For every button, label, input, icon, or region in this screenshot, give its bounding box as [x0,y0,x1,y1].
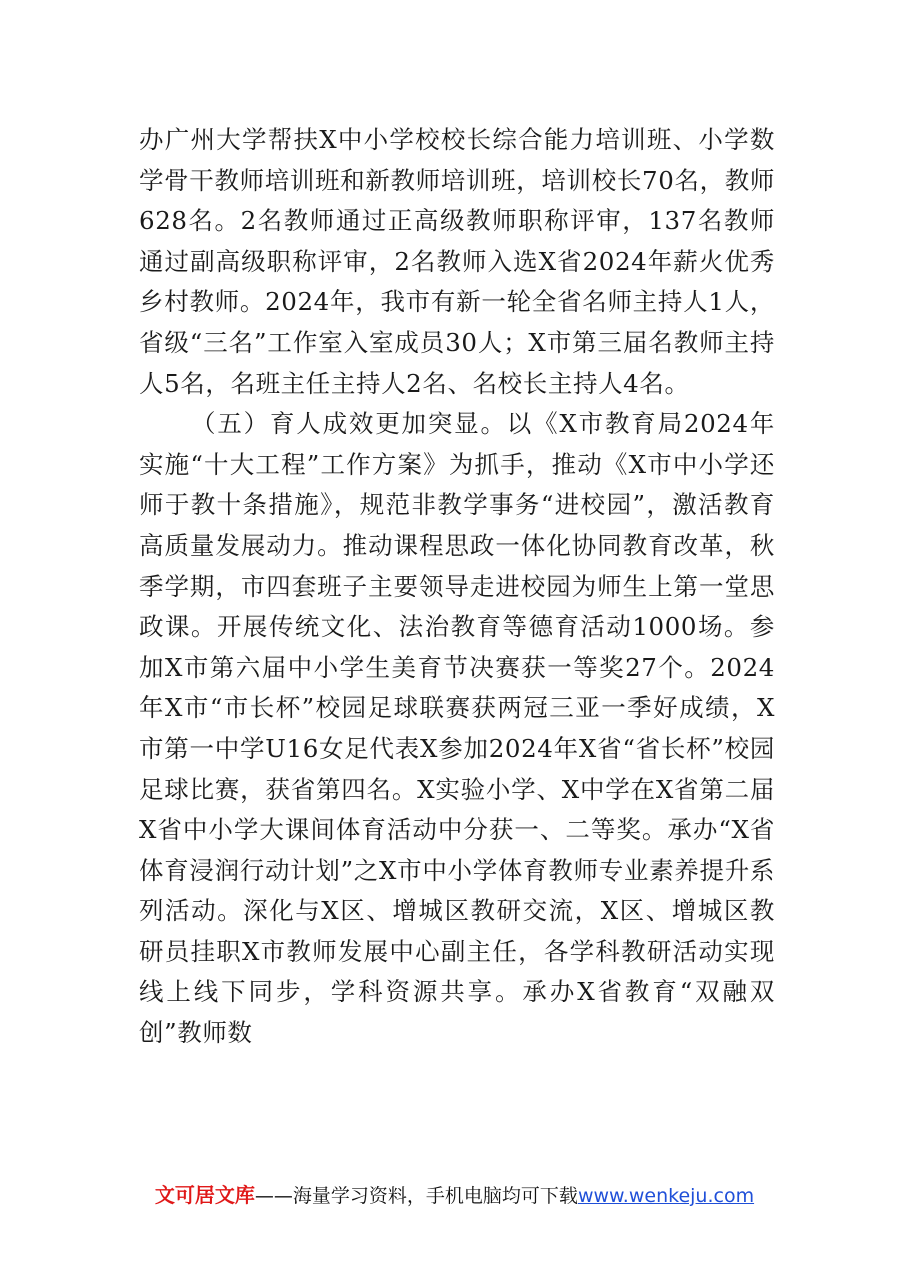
document-body [139,120,775,1054]
footer-site-link[interactable]: www.wenkeju.com [577,1185,755,1207]
paragraph-training: 办广州大学帮扶X中小学校校长综合能力培训班、小学数学骨干教师培训班和新教师培训班，培训校长70名，教师628名。2名教师通过正高级教师职称评审，137名教师通过副高级职称评审，2名教师入选X省2024年薪火优秀乡村教师。2024年，我市有新一轮全省名师主持人1人，省级“三名”工作室入室成员30人；X市第三届名教师主持人5名，名班主任主持人2名、名校长主持人4名。 [139,125,775,398]
footer-brand: 文可居文库 [154,1183,255,1207]
footer-watermark [0,1181,909,1210]
paragraph-education-results: （五）育人成效更加突显。以《X市教育局2024年实施“十大工程”工作方案》为抓手，推动《X市中小学还师于教十条措施》，规范非教学事务“进校园”，激活教育高质量发展动力。推动课程思政一体化协同教育改革，秋季学期，市四套班子主要领导走进校园为师生上第一堂思政课。开展传统文化、法治教育等德育活动1000场。参加X市第六届中小学生美育节决赛获一等奖27个。2024年X市“市长杯”校园足球联赛获两冠三亚一季好成绩，X市第一中学U16女足代表X参加2024年X省“省长杯”校园足球比赛，获省第四名。X实验小学、X中学在X省第二届X省中小学大课间体育活动中分获一、二等奖。承办“X省体育浸润行动计划”之X市中小学体育教师专业素养提升系列活动。深化与X区、增城区教研交流，X区、增城区教研员挂职X市教师发展中心副主任，各学科教研活动实现线上线下同步，学科资源共享。承办X省教育“双融双创”教师数 [139,409,775,1048]
footer-slogan: ——海量学习资料，手机电脑均可下载 [254,1185,578,1207]
